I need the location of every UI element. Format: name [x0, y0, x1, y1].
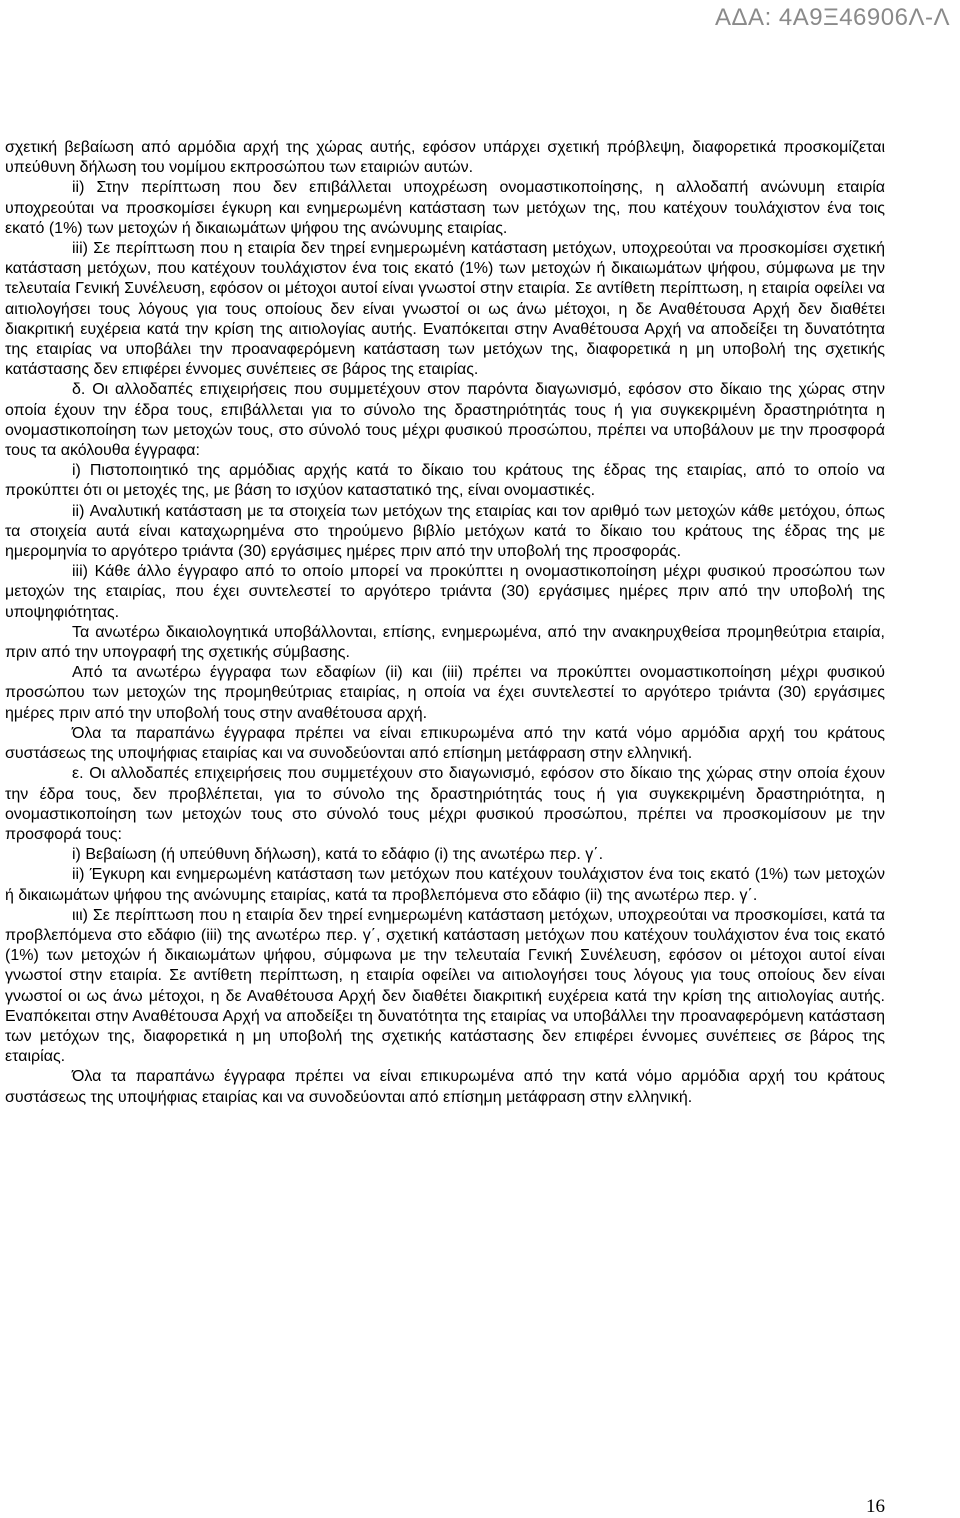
paragraph: iii) Κάθε άλλο έγγραφο από το οποίο μπορεί να προκύπτει η ονομαστικοποίηση μέχρι φυσικού προσώπου των μετοχών της εταιρίας, που έχει συντελεστεί το αργότερο τριάντα (30) εργάσιμες ημέρες πριν από την υποβολή της υποψηφιότητας. [5, 563, 885, 621]
paragraph: Όλα τα παραπάνω έγγραφα πρέπει να είναι επικυρωμένα από την κατά νόμο αρμόδια αρχή του κράτους συστάσεως της υποψήφιας εταιρίας και να συνοδεύονται από επίσημη μετάφραση στην ελληνική. [5, 724, 885, 763]
paragraph: ε. Οι αλλοδαπές επιχειρήσεις που συμμετέχουν στο διαγωνισμό, εφόσον στο δίκαιο της χώρας στην οποία έχουν την έδρα τους, δεν προβλέπεται, για το σύνολο της δραστηριότητάς τους ή για συγκεκριμένη δραστηριότητα, η ονομαστικοποίηση των μετοχών τους στο σύνολό τους μέχρι φυσικού προσώπου, πρέπει να προσκομίσουν με την προσφορά τους: [5, 765, 885, 843]
paragraph: i) Βεβαίωση (ή υπεύθυνη δήλωση), κατά το εδάφιο (i) της ανωτέρω περ. γ΄. [72, 846, 604, 864]
paragraph: ii) Στην περίπτωση που δεν επιβάλλεται υποχρέωση ονομαστικοποίησης, η αλλοδαπή ανώνυμη εταιρία υποχρεούται να προσκομίσει έγκυρη και ενημερωμένη κατάσταση των μετόχων της, που κατέχουν τουλάχιστον ένα τοις εκατό (1%) των μετοχών ή δικαιωμάτων ψήφου της ανώνυμης εταιρίας. [5, 179, 885, 237]
page-number: 16 [866, 1496, 885, 1517]
paragraph: i) Πιστοποιητικό της αρμόδιας αρχής κατά το δίκαιο του κράτους της έδρας της εταιρίας, από το οποίο να προκύπτει ότι οι μετοχές της, με βάση το ισχύον καταστατικό της, είναι ονομαστικές. [5, 462, 885, 500]
ada-code: ΑΔΑ: 4Α9Ξ46906Λ-Λ [715, 4, 950, 31]
paragraph: Όλα τα παραπάνω έγγραφα πρέπει να είναι επικυρωμένα από την κατά νόμο αρμόδια αρχή του κράτους συστάσεως της υποψήφιας εταιρίας και να συνοδεύονται από επίσημη μετάφραση στην ελληνική. [5, 1068, 885, 1106]
paragraph: ii) Αναλυτική κατάσταση με τα στοιχεία των μετόχων της εταιρίας και τον αριθμό των μετοχών κάθε μετόχου, όπως τα στοιχεία αυτά είναι καταχωρημένα στο τηρούμενο βιβλίο μετόχων κατά το δίκαιο του κράτους της έδρας της με ημερομηνία το αργότερο τριάντα (30) εργάσιμες ημέρες πριν από την υποβολή της προσφοράς. [5, 502, 885, 561]
document-body [5, 138, 885, 1108]
paragraph: Από τα ανωτέρω έγγραφα των εδαφίων (ii) και (iii) πρέπει να προκύπτει ονομαστικοποίηση μέχρι φυσικού προσώπου των μετοχών της προμηθεύτριας εταιρίας, η οποία να έχει συντελεστεί το αργότερο τριάντα (30) εργάσιμες ημέρες πριν από την υποβολή τους στην αναθέτουσα αρχή. [5, 664, 885, 722]
paragraph: iii) Σε περίπτωση που η εταιρία δεν τηρεί ενημερωμένη κατάσταση μετόχων, υποχρεούται να προσκομίσει σχετική κατάσταση μετόχων, που κατέχουν τουλάχιστον ένα τοις εκατό (1%) των μετοχών ή δικαιωμάτων ψήφου, σύμφωνα με την τελευταία Γενική Συνέλευση, εφόσον οι μέτοχοι αυτοί είναι γνωστοί στην εταιρία. Σε αντίθετη περίπτωση, η εταιρία οφείλει να αιτιολογήσει τους λόγους για τους οποίους δεν είναι γνωστοί οι ως άνω μέτοχοι, η δε Αναθέτουσα Αρχή δεν διαθέτει διακριτική ευχέρεια κατά την κρίση της αιτιολογίας αυτής. Εναπόκειται στην Αναθέτουσα Αρχή να αποδείξει τη δυνατότητα της εταιρίας να υποβάλει την προαναφερόμενη κατάσταση των μετόχων της, διαφορετικά η μη υποβολή της σχετικής κατάστασης δεν επιφέρει έννομες συνέπειες σε βάρος της εταιρίας. [5, 240, 885, 379]
paragraph: Τα ανωτέρω δικαιολογητικά υποβάλλονται, επίσης, ενημερωμένα, από την ανακηρυχθείσα προμηθεύτρια εταιρία, πριν από την υπογραφή της σχετικής σύμβασης. [5, 623, 885, 662]
paragraph: σχετική βεβαίωση από αρμόδια αρχή της χώρας αυτής, εφόσον υπάρχει σχετική πρόβλεψη, διαφορετικά προσκομίζεται υπεύθυνη δήλωση του νομίμου εκπροσώπου των εταιριών αυτών. [5, 139, 885, 177]
paragraph: ιιι) Σε περίπτωση που η εταιρία δεν τηρεί ενημερωμένη κατάσταση μετόχων, υποχρεούται να προσκομίσει, κατά τα προβλεπόμενα στο εδάφιο (iii) της ανωτέρω περ. γ΄, σχετική κατάσταση μετόχων που κατέχουν τουλάχιστον ένα τοις εκατό (1%) των μετοχών ή δικαιωμάτων ψήφου, σύμφωνα με την τελευταία Γενική Συνέλευση, εφόσον οι μέτοχοι αυτοί είναι γνωστοί στην εταιρία. Σε αντίθετη περίπτωση, η εταιρία οφείλει να αιτιολογήσει τους λόγους για τους οποίους δεν είναι γνωστοί οι ως άνω μέτοχοι, η δε Αναθέτουσα Αρχή δεν διαθέτει διακριτική ευχέρεια κατά την κρίση της αιτιολογίας αυτής. Εναπόκειται στην Αναθέτουσα Αρχή να αποδείξει τη δυνατότητα της εταιρίας να υποβάλλει την προαναφερόμενη κατάσταση των μετόχων της, διαφορετικά η μη υποβολή της σχετικής κατάστασης δεν επιφέρει έννομες συνέπειες σε βάρος της εταιρίας. [5, 906, 885, 1066]
paragraph: ii) Έγκυρη και ενημερωμένη κατάσταση των μετόχων που κατέχουν τουλάχιστον ένα τοις εκατό (1%) των μετοχών ή δικαιωμάτων ψήφου της ανώνυμης εταιρίας, κατά τα προβλεπόμενα στο εδάφιο (ii) της ανωτέρω περ. γ΄. [5, 866, 885, 904]
paragraph: δ. Οι αλλοδαπές επιχειρήσεις που συμμετέχουν στον παρόντα διαγωνισμό, εφόσον στο δίκαιο της χώρας στην οποία έχουν την έδρα τους, επιβάλλεται για το σύνολο της δραστηριότητάς τους ή για συγκεκριμένη δραστηριότητα η ονομαστικοποίηση των μετοχών τους, στο σύνολό τους μέχρι φυσικού προσώπου, πρέπει να υποβάλουν με την προσφορά τους τα ακόλουθα έγγραφα: [5, 381, 885, 460]
